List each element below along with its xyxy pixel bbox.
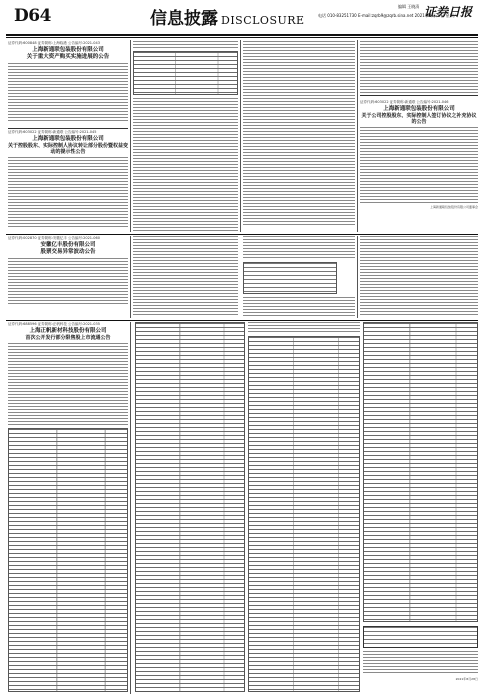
column-divider bbox=[130, 322, 131, 694]
page-number: D64 bbox=[14, 6, 51, 26]
body-text bbox=[243, 236, 355, 260]
data-table bbox=[133, 51, 238, 95]
announcement-title: 首次公开发行部分限售股上市流通公告 bbox=[25, 335, 111, 341]
section-title bbox=[150, 4, 305, 29]
announcement-block bbox=[8, 130, 128, 232]
announcement-title: 关于重大资产购买实施进展的公告 bbox=[26, 54, 110, 60]
announcement-continuation bbox=[243, 41, 355, 231]
table-continuation bbox=[363, 322, 478, 694]
body-text bbox=[243, 297, 355, 317]
announcement-code: 证券代码:688596 证券简称:正帆科技 公告编号:2021-035 bbox=[8, 322, 100, 326]
board-signature: 上海新通联包装股份有限公司董事会 bbox=[429, 205, 478, 209]
section-title-en: DISCLOSURE bbox=[221, 14, 305, 27]
announcement-continuation bbox=[360, 236, 478, 318]
announcement-title: 关于控股股东、实际控制人协议转让部分股份暨权益变动的提示性公告 bbox=[8, 143, 128, 155]
body-text bbox=[8, 343, 128, 425]
announcement-company: 上海新通联包装股份有限公司 bbox=[383, 106, 455, 112]
masthead-rule-thin bbox=[6, 37, 478, 38]
table-continuation bbox=[135, 322, 245, 694]
data-table bbox=[243, 262, 337, 294]
section-rule bbox=[360, 95, 478, 96]
section-rule bbox=[8, 128, 128, 129]
summary-table bbox=[363, 626, 478, 648]
shareholder-table bbox=[363, 322, 478, 622]
body-text bbox=[360, 236, 478, 316]
shareholder-table bbox=[8, 428, 128, 692]
announcement-company: 上海新通联包装股份有限公司 bbox=[32, 136, 104, 142]
body-text bbox=[360, 41, 478, 93]
body-text bbox=[133, 98, 238, 231]
section-rule bbox=[6, 320, 478, 321]
announcement-block bbox=[8, 236, 128, 318]
newspaper-logo: 证券日报 bbox=[424, 5, 473, 19]
column-divider bbox=[357, 236, 358, 318]
announcement-code: 证券代码:002870 证券简称:安徽亿丰 公告编号:2021-060 bbox=[8, 236, 100, 240]
announcement-company: 上海正帆新材科技股份有限公司 bbox=[29, 328, 107, 334]
announcement-block bbox=[360, 41, 478, 231]
section-rule bbox=[6, 234, 478, 235]
section-title-cn: 信息披露 bbox=[150, 9, 218, 29]
body-text bbox=[133, 236, 238, 316]
column-divider bbox=[130, 236, 131, 318]
announcement-title: 股票交易异常波动公告 bbox=[40, 249, 96, 255]
announcement-continuation bbox=[243, 236, 355, 318]
masthead-rule bbox=[6, 34, 478, 36]
body-text bbox=[243, 41, 355, 227]
table-continuation bbox=[248, 322, 360, 694]
announcement-code: 证券代码:600848 证券简称:上海临港 公告编号:2021-043 bbox=[8, 41, 100, 45]
body-text bbox=[8, 63, 128, 123]
body-text bbox=[363, 651, 478, 675]
announcement-code: 证券代码:603022 证券简称:新通联 公告编号:2021-046 bbox=[360, 100, 449, 104]
announcement-company: 安徽亿丰股份有限公司 bbox=[40, 242, 96, 248]
announcement-block bbox=[8, 322, 128, 694]
column-divider bbox=[357, 40, 358, 232]
announcement-continuation bbox=[133, 41, 238, 231]
editor-line: 编辑 王晓清 bbox=[398, 4, 420, 9]
body-text bbox=[133, 41, 238, 49]
column-divider bbox=[240, 40, 241, 232]
shareholder-table bbox=[135, 322, 245, 692]
announcement-code: 证券代码:603022 证券简称:新通联 公告编号:2021-045 bbox=[8, 130, 97, 134]
announcement-company: 上海新通联包装股份有限公司 bbox=[32, 47, 104, 53]
body-text bbox=[8, 258, 128, 306]
announcement-title: 关于公司控股股东、实际控制人签订协议之补充协议的公告 bbox=[361, 113, 477, 125]
body-text bbox=[248, 322, 360, 334]
contact-line: 电话 010-83251730 E-mail:zqrb9@zqrb.sina.net 2021年8月28日 星期六 bbox=[318, 13, 458, 18]
body-text bbox=[360, 127, 478, 205]
shareholder-table bbox=[248, 336, 360, 692]
date-signature: 2021年8月28日 bbox=[455, 677, 478, 681]
body-text bbox=[8, 157, 128, 227]
announcement-block bbox=[8, 41, 128, 126]
announcement-continuation bbox=[133, 236, 238, 318]
column-divider bbox=[130, 40, 131, 232]
